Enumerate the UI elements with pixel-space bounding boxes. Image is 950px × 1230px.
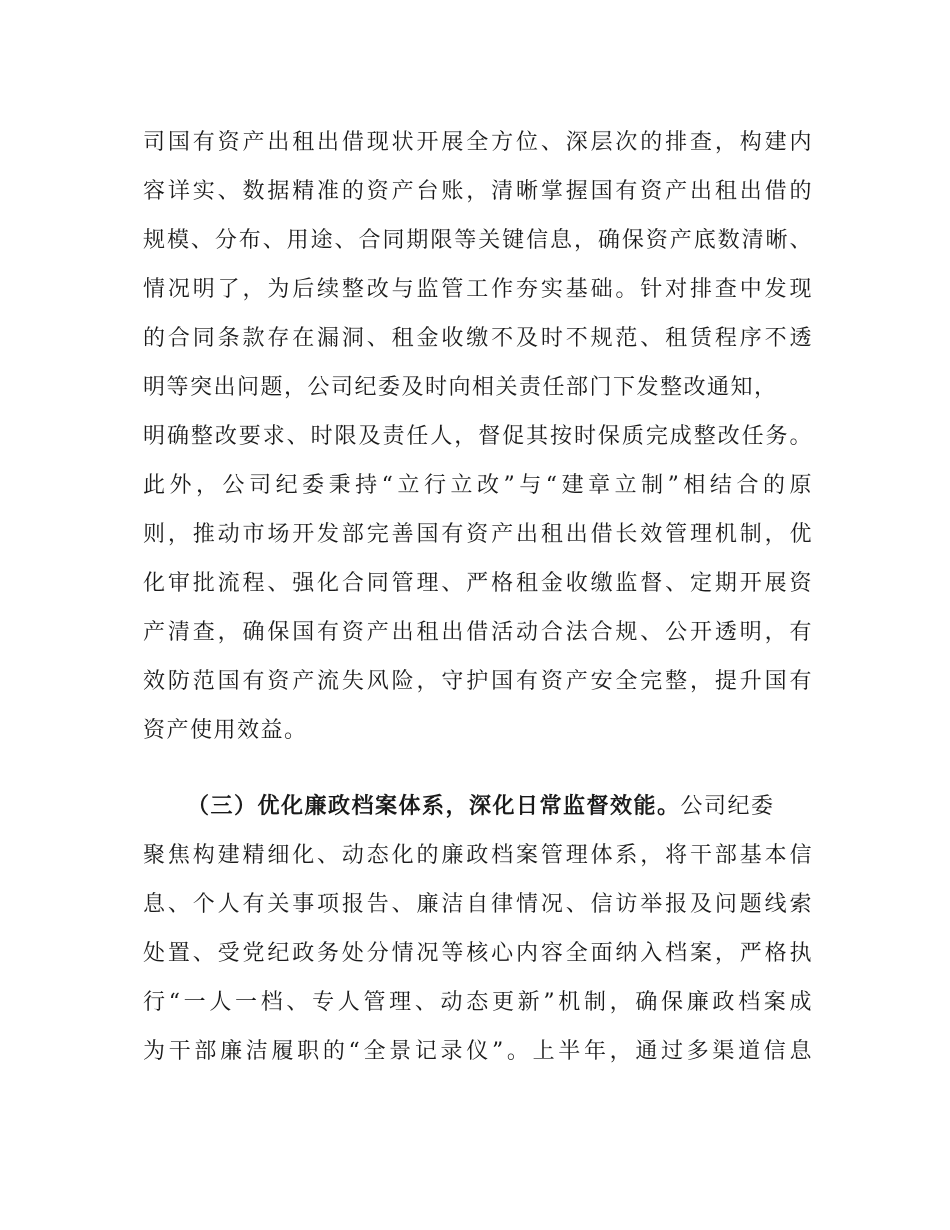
paragraph-line: 明等突出问题，公司纪委及时向相关责任部门下发整改通知， — [143, 375, 778, 400]
paragraph-line: 则，推动市场开发部完善国有资产出租出借长效管理机制，优 — [143, 522, 813, 547]
paragraph-line: 效防范国有资产流失风险，守护国有资产安全完整，提升国有 — [143, 669, 813, 694]
paragraph-line: 息、个人有关事项报告、廉洁自律情况、信访举报及问题线索 — [143, 892, 813, 917]
body-paragraph-integrity-files — [143, 782, 813, 1076]
paragraph-line: 情况明了，为后续整改与监管工作夯实基础。针对排查中发现 — [143, 277, 813, 302]
paragraph-line: 规模、分布、用途、合同期限等关键信息，确保资产底数清晰、 — [143, 228, 813, 253]
paragraph-line: 容详实、数据精准的资产台账，清晰掌握国有资产出租出借的 — [143, 179, 813, 204]
paragraph-line: 处置、受党纪政务处分情况等核心内容全面纳入档案，严格执 — [143, 941, 813, 966]
paragraph-line: 产清查，确保国有资产出租出借活动合法合规、公开透明，有 — [143, 620, 813, 645]
paragraph-line: 司国有资产出租出借现状开展全方位、深层次的排查，构建内 — [143, 130, 813, 155]
paragraph-line: 聚焦构建精细化、动态化的廉政档案管理体系，将干部基本信 — [143, 843, 813, 868]
paragraph-line: 行“一人一档、专人管理、动态更新”机制，确保廉政档案成 — [143, 990, 813, 1015]
paragraph-line: 明确整改要求、时限及责任人，督促其按时保质完成整改任务。 — [143, 424, 813, 449]
paragraph-line-rest: 公司纪委 — [680, 794, 775, 819]
body-paragraph-asset-rental — [143, 118, 813, 755]
paragraph-line: 为干部廉洁履职的“全景记录仪”。上半年，通过多渠道信息 — [143, 1039, 813, 1064]
paragraph-line: 的合同条款存在漏洞、租金收缴不及时不规范、租赁程序不透 — [143, 326, 813, 351]
paragraph-first-line — [143, 782, 813, 831]
paragraph-line: 此外，公司纪委秉持“立行立改”与“建章立制”相结合的原 — [143, 473, 813, 498]
paragraph-line: 资产使用效益。 — [143, 718, 308, 743]
section-heading: （三）优化廉政档案体系，深化日常监督效能。 — [187, 794, 681, 819]
paragraph-line: 化审批流程、强化合同管理、严格租金收缴监督、定期开展资 — [143, 571, 813, 596]
